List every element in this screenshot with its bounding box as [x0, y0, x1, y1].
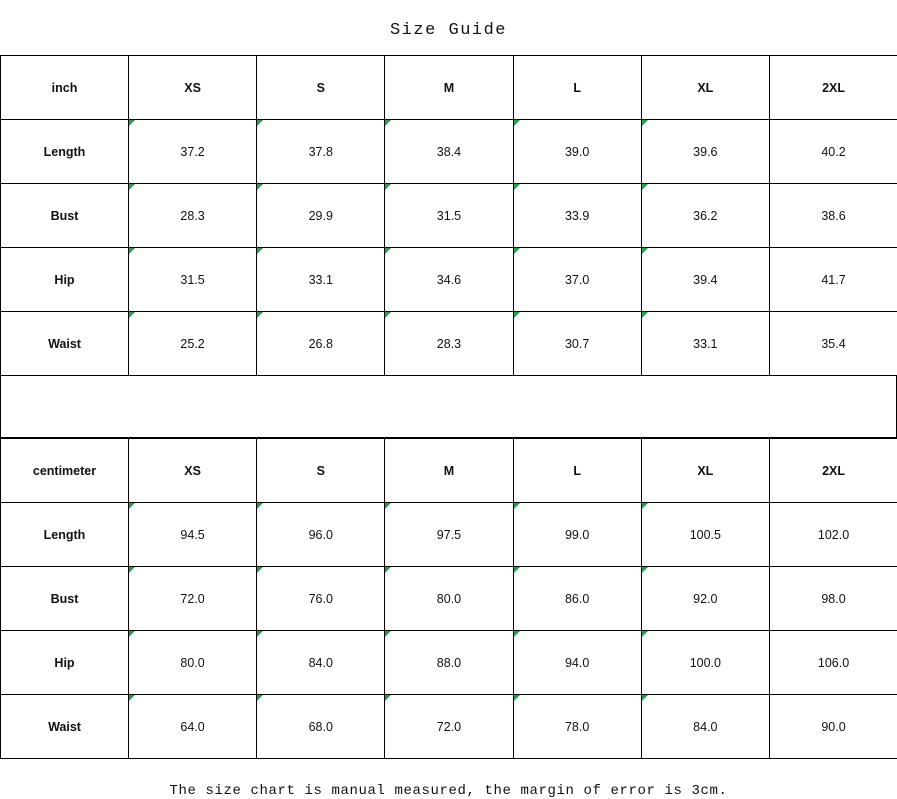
table-row: [1, 567, 897, 631]
table-row: [1, 631, 897, 695]
table-row: [1, 248, 897, 312]
cell-inch-hip-2xl: 41.7: [769, 248, 897, 312]
unit-label-inch: inch: [1, 56, 129, 120]
size-header-m: M: [385, 439, 513, 503]
cell-cm-waist-xl: 84.0: [641, 695, 769, 759]
table-row: [1, 120, 897, 184]
measure-label-waist: Waist: [1, 312, 129, 376]
cell-cm-bust-xs: 72.0: [129, 567, 257, 631]
cell-cm-bust-m: 80.0: [385, 567, 513, 631]
cell-inch-waist-m: 28.3: [385, 312, 513, 376]
size-header-l: L: [513, 439, 641, 503]
cell-inch-hip-l: 37.0: [513, 248, 641, 312]
size-header-2xl: 2XL: [769, 56, 897, 120]
cell-cm-length-xs: 94.5: [129, 503, 257, 567]
measure-label-bust: Bust: [1, 184, 129, 248]
cell-inch-waist-l: 30.7: [513, 312, 641, 376]
size-table-centimeter: [0, 438, 897, 759]
cell-inch-bust-xs: 28.3: [129, 184, 257, 248]
cell-inch-bust-l: 33.9: [513, 184, 641, 248]
cell-inch-length-xs: 37.2: [129, 120, 257, 184]
cell-inch-waist-s: 26.8: [257, 312, 385, 376]
measure-label-length: Length: [1, 120, 129, 184]
cell-inch-bust-xl: 36.2: [641, 184, 769, 248]
size-header-l: L: [513, 56, 641, 120]
size-header-xs: XS: [129, 439, 257, 503]
cell-inch-bust-2xl: 38.6: [769, 184, 897, 248]
cell-cm-length-m: 97.5: [385, 503, 513, 567]
cell-inch-length-m: 38.4: [385, 120, 513, 184]
cell-inch-length-2xl: 40.2: [769, 120, 897, 184]
measure-label-length: Length: [1, 503, 129, 567]
page-title: Size Guide: [0, 0, 897, 55]
size-header-s: S: [257, 56, 385, 120]
unit-label-centimeter: centimeter: [1, 439, 129, 503]
table-row: [1, 184, 897, 248]
measurement-disclaimer: The size chart is manual measured, the margin of error is 3cm.: [0, 759, 897, 799]
cell-inch-waist-xl: 33.1: [641, 312, 769, 376]
cell-inch-hip-xl: 39.4: [641, 248, 769, 312]
size-header-xs: XS: [129, 56, 257, 120]
size-header-m: M: [385, 56, 513, 120]
cell-cm-bust-s: 76.0: [257, 567, 385, 631]
cell-inch-bust-m: 31.5: [385, 184, 513, 248]
cell-cm-hip-2xl: 106.0: [769, 631, 897, 695]
cell-inch-hip-s: 33.1: [257, 248, 385, 312]
cell-inch-hip-m: 34.6: [385, 248, 513, 312]
cell-inch-length-xl: 39.6: [641, 120, 769, 184]
cell-cm-bust-xl: 92.0: [641, 567, 769, 631]
size-table-inch: [0, 55, 897, 376]
cell-cm-length-xl: 100.5: [641, 503, 769, 567]
cell-cm-bust-l: 86.0: [513, 567, 641, 631]
cell-cm-hip-s: 84.0: [257, 631, 385, 695]
cell-cm-waist-xs: 64.0: [129, 695, 257, 759]
measure-label-waist: Waist: [1, 695, 129, 759]
table-row: [1, 312, 897, 376]
cell-cm-waist-l: 78.0: [513, 695, 641, 759]
cell-inch-bust-s: 29.9: [257, 184, 385, 248]
size-header-s: S: [257, 439, 385, 503]
cell-cm-length-s: 96.0: [257, 503, 385, 567]
cell-inch-length-l: 39.0: [513, 120, 641, 184]
size-header-2xl: 2XL: [769, 439, 897, 503]
table-row: [1, 503, 897, 567]
cell-cm-waist-m: 72.0: [385, 695, 513, 759]
table-header-row: [1, 56, 897, 120]
cell-cm-bust-2xl: 98.0: [769, 567, 897, 631]
cell-inch-waist-2xl: 35.4: [769, 312, 897, 376]
size-header-xl: XL: [641, 439, 769, 503]
cell-inch-hip-xs: 31.5: [129, 248, 257, 312]
cell-cm-hip-m: 88.0: [385, 631, 513, 695]
cell-cm-length-2xl: 102.0: [769, 503, 897, 567]
measure-label-hip: Hip: [1, 631, 129, 695]
table-row: [1, 695, 897, 759]
cell-cm-hip-xl: 100.0: [641, 631, 769, 695]
cell-cm-waist-s: 68.0: [257, 695, 385, 759]
table-separator: [0, 376, 897, 438]
measure-label-bust: Bust: [1, 567, 129, 631]
cell-cm-hip-l: 94.0: [513, 631, 641, 695]
size-header-xl: XL: [641, 56, 769, 120]
cell-cm-hip-xs: 80.0: [129, 631, 257, 695]
cell-cm-length-l: 99.0: [513, 503, 641, 567]
cell-cm-waist-2xl: 90.0: [769, 695, 897, 759]
cell-inch-length-s: 37.8: [257, 120, 385, 184]
measure-label-hip: Hip: [1, 248, 129, 312]
cell-inch-waist-xs: 25.2: [129, 312, 257, 376]
table-header-row: [1, 439, 897, 503]
